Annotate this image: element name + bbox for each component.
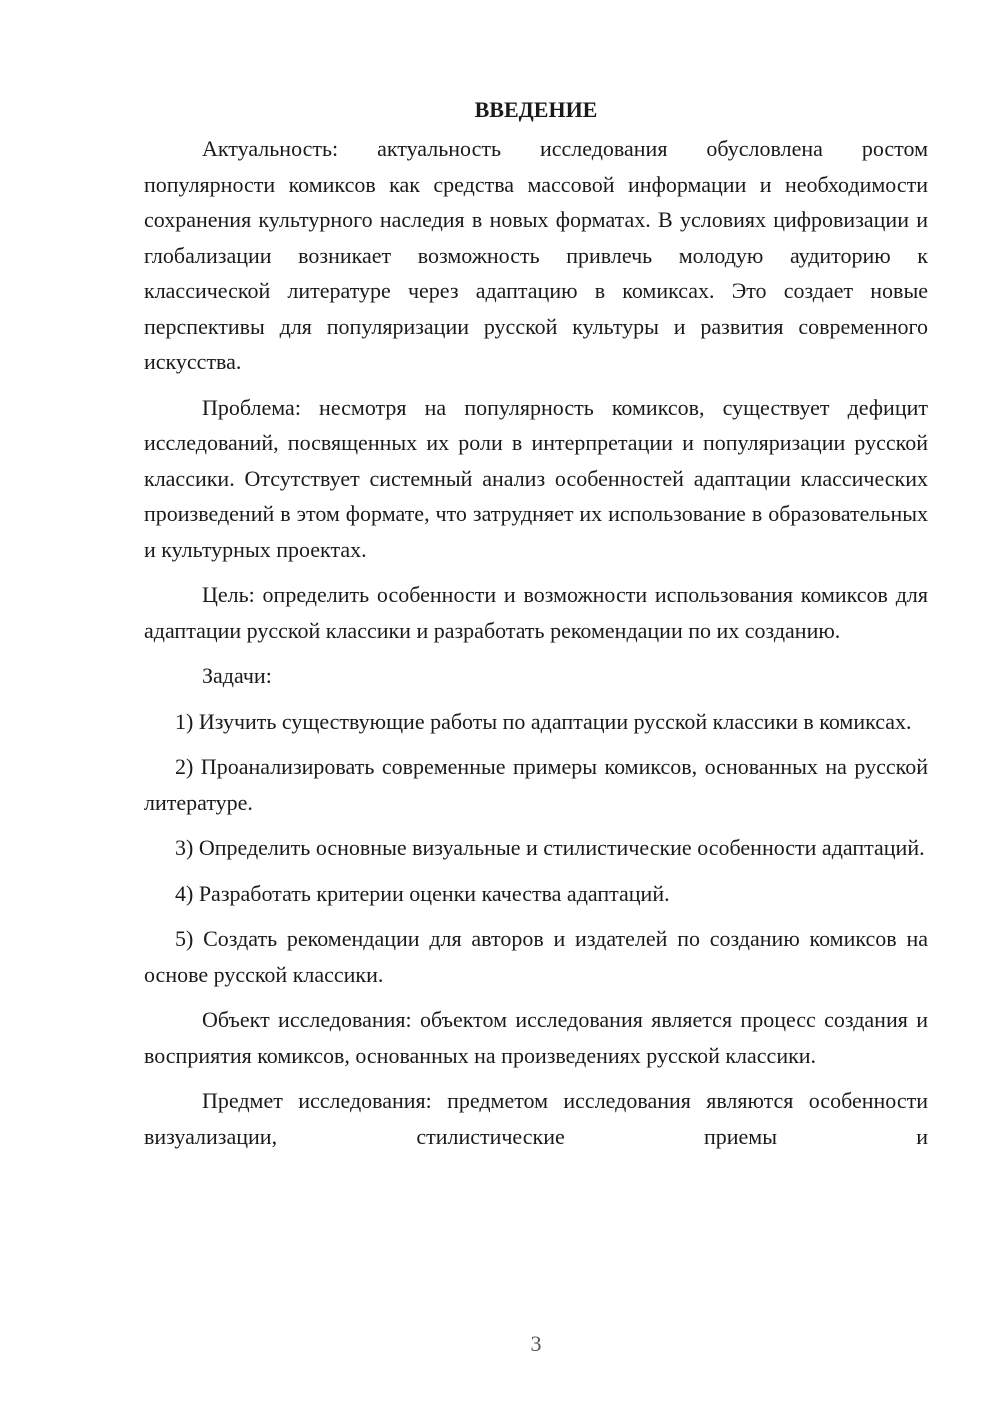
page-number: 3 — [530, 1331, 542, 1356]
list-item-task-4: 4) Разработать критерии оценки качества адаптаций. — [175, 880, 670, 906]
list-item-task-1: 1) Изучить существующие работы по адаптации русской классики в комиксах. — [175, 708, 912, 734]
list-item-task-3: 3) Определить основные визуальные и стилистические особенности адаптаций. — [175, 835, 925, 860]
page-content — [144, 92, 928, 1164]
paragraph-object: Объект исследования: объектом исследования является процесс создания и восприятия комиксов, основанных на произведениях русской классики. — [144, 1007, 928, 1068]
list-item-task-2: 2) Проанализировать современные примеры комиксов, основанных на русской литературе. — [144, 754, 928, 815]
paragraph-relevance: Актуальность: актуальность исследования обусловлена ростом популярности комиксов как средства массовой информации и необходимости сохранения культурного наследия в новых форматах. В условиях цифровизации и глобализации возникает возможность привлечь молодую аудиторию к классической литературе через адаптацию в комиксах. Это создает новые перспективы для популяризации русской культуры и развития современного искусства. — [144, 136, 928, 374]
paragraph-tasks-label: Задачи: — [202, 663, 272, 688]
paragraph-problem: Проблема: несмотря на популярность комиксов, существует дефицит исследований, посвященных их роли в интерпретации и популяризации русской классики. Отсутствует системный анализ особенностей адаптации классических произведений в этом формате, что затрудняет их использование в образовательных и культурных проектах. — [144, 394, 928, 562]
section-heading: ВВЕДЕНИЕ — [474, 97, 598, 122]
paragraph-goal: Цель: определить особенности и возможности использования комиксов для адаптации русской классики и разработать рекомендации по их созданию. — [144, 582, 928, 643]
paragraph-subject: Предмет исследования: предметом исследования являются особенности визуализации, стилистические приемы и — [144, 1088, 928, 1149]
list-item-task-5: 5) Создать рекомендации для авторов и издателей по созданию комиксов на основе русской классики. — [144, 926, 928, 987]
